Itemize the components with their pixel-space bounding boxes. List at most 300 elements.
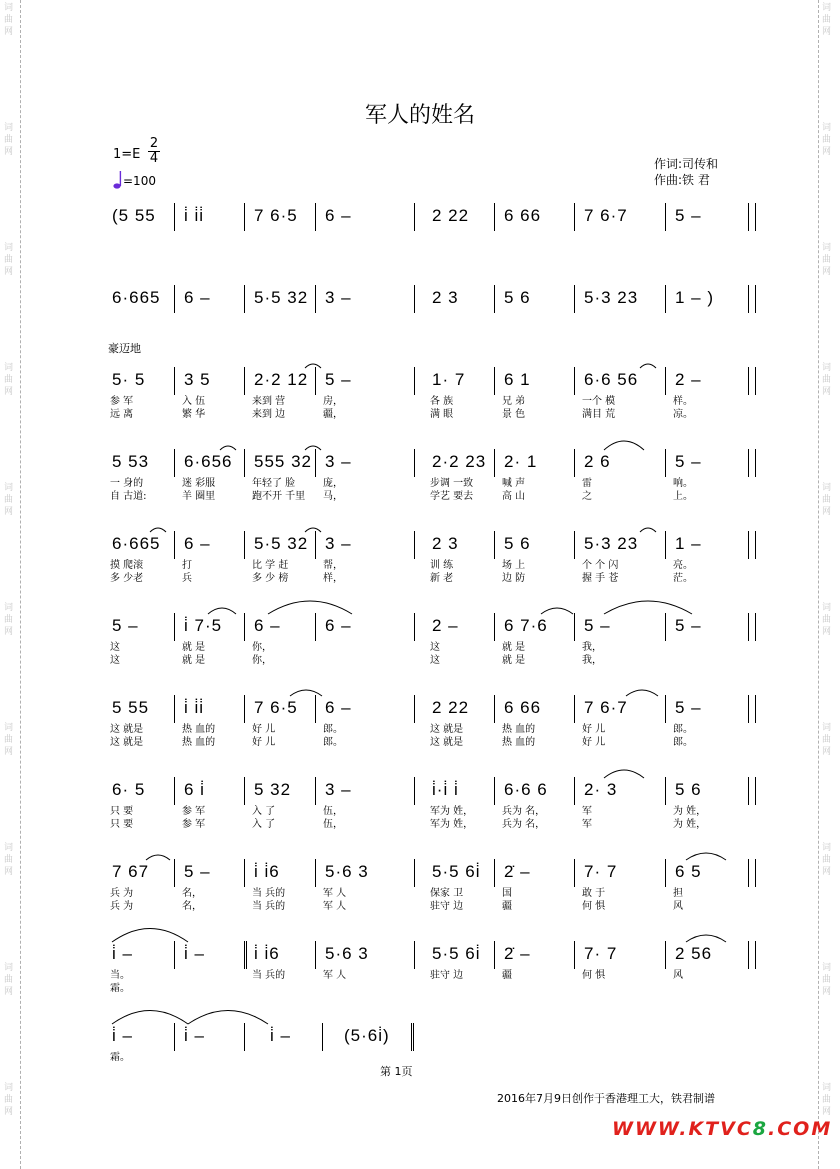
lyric-text: 入 了 — [252, 806, 276, 817]
measure-notes: i̇ i̇i̇ — [184, 206, 205, 225]
watermark-text: 词曲网 — [4, 243, 14, 277]
barline — [748, 203, 749, 231]
measure-notes: 5·5 6i̇ — [432, 944, 481, 963]
barline — [414, 285, 415, 313]
measure-notes: 5 – — [584, 616, 611, 635]
barline — [748, 777, 749, 805]
lyric-text: 敢 于 — [582, 888, 606, 899]
measure-notes: 3 – — [325, 780, 352, 799]
lyric-text: 个 个 闪 — [582, 560, 619, 571]
lyric-text: 各 族 — [430, 396, 454, 407]
measure-notes: 5·5 6i̇ — [432, 862, 481, 881]
lyric-text: 我， — [582, 655, 602, 666]
measure-notes: 1 – ) — [675, 288, 715, 307]
measure-notes: 6·665 — [112, 534, 161, 553]
lyric-text: 名， — [182, 888, 202, 899]
lyric-text: 远 离 — [110, 409, 134, 420]
lyric-text: 喊 声 — [502, 478, 526, 489]
lyric-line — [108, 641, 758, 654]
lyric-text: 何 惧 — [582, 901, 606, 912]
barline — [494, 859, 495, 887]
measure-notes: 7· 7 — [584, 862, 618, 881]
lyric-text: 摸 爬滚 — [110, 560, 144, 571]
measure-notes: 7 67 — [112, 862, 150, 881]
barline — [665, 941, 666, 969]
barline — [315, 203, 316, 231]
lyric-text: 新 老 — [430, 573, 454, 584]
lyric-text: 担 — [673, 888, 683, 899]
lyric-text: 只 要 — [110, 806, 134, 817]
measure-notes: 7 6·7 — [584, 698, 628, 717]
barline — [244, 777, 245, 805]
measure-notes: 2 22 — [432, 698, 470, 717]
barline — [174, 203, 175, 231]
measure-notes: 2 3 — [432, 534, 459, 553]
lyric-text: 风 — [673, 970, 683, 981]
watermark-text: 词曲网 — [822, 723, 832, 757]
measure-notes: 6·6 56 — [584, 370, 639, 389]
measure-notes: 5 – — [112, 616, 139, 635]
barline — [494, 695, 495, 723]
watermark-text: 词曲网 — [4, 843, 14, 877]
score-system — [108, 1021, 758, 1051]
lyric-text: 为 姓， — [673, 819, 707, 830]
lyric-text: 繁 华 — [182, 409, 206, 420]
barline — [755, 531, 756, 559]
measure-notes: 2 – — [432, 616, 459, 635]
lyric-text: 参 军 — [110, 396, 134, 407]
lyric-text: 握 手 苍 — [582, 573, 619, 584]
lyric-text: 凉。 — [673, 409, 693, 420]
barline — [315, 613, 316, 641]
measure-notes: 6 5 — [675, 862, 702, 881]
measure-notes: 5 55 — [112, 698, 150, 717]
lyric-text: 疆， — [323, 409, 343, 420]
barline — [755, 203, 756, 231]
lyric-line — [108, 572, 758, 585]
barline — [755, 613, 756, 641]
lyric-text: 军 人 — [323, 901, 347, 912]
measure-notes: 2·2 23 — [432, 452, 487, 471]
lyric-text: 霜。 — [110, 983, 130, 994]
lyric-text: 热 血的 — [182, 724, 216, 735]
measure-notes: (5 55 — [112, 206, 156, 225]
lyric-text: 就 是 — [502, 655, 526, 666]
lyric-text: 名， — [182, 901, 202, 912]
barline — [414, 859, 415, 887]
barline — [494, 285, 495, 313]
lyric-text: 这 就是 — [430, 737, 464, 748]
measure-notes: 3 5 — [184, 370, 211, 389]
measure-notes: 2 3 — [432, 288, 459, 307]
barline — [748, 531, 749, 559]
measure-notes: 6 7·6 — [504, 616, 548, 635]
lyric-text: 这 就是 — [110, 737, 144, 748]
lyric-text: 好 儿 — [252, 737, 276, 748]
lyric-text: 兄 弟 — [502, 396, 526, 407]
barline — [665, 203, 666, 231]
measure-notes: i̇ i̇6 — [254, 944, 280, 963]
lyric-text: 郎。 — [673, 724, 693, 735]
measure-notes: 6 – — [325, 698, 352, 717]
barline — [574, 367, 575, 395]
barline — [244, 367, 245, 395]
measure-notes: i̇ – — [184, 944, 205, 963]
site-logo-part-a: WWW.KTVC — [612, 1118, 753, 1140]
lyric-text: 军 — [582, 819, 592, 830]
score-system — [108, 365, 758, 395]
barline — [665, 859, 666, 887]
lyric-line — [108, 736, 758, 749]
creation-note: 2016年7月9日创作于香港理工大，铁君制谱 — [497, 1092, 715, 1105]
score-system — [108, 775, 758, 805]
measure-notes: i̇ i̇i̇ — [184, 698, 205, 717]
lyric-text: 高 山 — [502, 491, 526, 502]
lyric-text: 兵 为 — [110, 901, 134, 912]
measure-notes: 5 32 — [254, 780, 292, 799]
lyric-text: 郎。 — [323, 737, 343, 748]
lyric-text: 样， — [323, 573, 343, 584]
barline — [322, 1023, 323, 1051]
lyric-text: 霜。 — [110, 1052, 130, 1063]
lyric-text: 步调 一致 — [430, 478, 474, 489]
measure-notes: i̇ – — [112, 944, 133, 963]
measure-notes: 7 6·7 — [584, 206, 628, 225]
lyric-text: 兵 — [182, 573, 192, 584]
measure-notes: 5·3 23 — [584, 534, 639, 553]
measure-notes: 5 – — [675, 452, 702, 471]
barline — [414, 531, 415, 559]
lyric-text: 满 眼 — [430, 409, 454, 420]
lyric-text: 边 防 — [502, 573, 526, 584]
barline — [244, 695, 245, 723]
watermark-text: 词曲网 — [822, 3, 832, 37]
lyric-text: 驻守 边 — [430, 970, 464, 981]
lyric-text: 好 儿 — [582, 724, 606, 735]
measure-notes: 5 53 — [112, 452, 150, 471]
barline — [748, 367, 749, 395]
lyric-text: 好 儿 — [252, 724, 276, 735]
expression-marking: 豪迈地 — [108, 342, 141, 355]
barline — [315, 695, 316, 723]
lyric-text: 上。 — [673, 491, 693, 502]
barline — [665, 613, 666, 641]
lyric-text: 郎。 — [673, 737, 693, 748]
barline — [174, 941, 175, 969]
lyric-text: 兵 为 — [110, 888, 134, 899]
barline — [244, 941, 250, 969]
barline — [174, 777, 175, 805]
lyric-line — [108, 969, 758, 982]
barline — [748, 449, 749, 477]
barline — [414, 449, 415, 477]
measure-notes: 6 66 — [504, 698, 542, 717]
lyric-text: 当 兵的 — [252, 901, 286, 912]
measure-notes: 3 – — [325, 288, 352, 307]
barline — [244, 613, 245, 641]
lyric-text: 自 古道: — [110, 491, 147, 502]
lyric-text: 军 人 — [323, 888, 347, 899]
barline — [174, 1023, 175, 1051]
watermark-text: 词曲网 — [822, 243, 832, 277]
barline — [574, 777, 575, 805]
measure-notes: (5·6i̇) — [344, 1026, 390, 1045]
watermark-text: 词曲网 — [822, 603, 832, 637]
time-signature-bottom: 4 — [149, 151, 159, 166]
measure-notes: 6 66 — [504, 206, 542, 225]
lyric-text: 只 要 — [110, 819, 134, 830]
lyric-line — [108, 395, 758, 408]
lyric-text: 场 上 — [502, 560, 526, 571]
lyric-text: 军 人 — [323, 970, 347, 981]
lyric-text: 一个 模 — [582, 396, 616, 407]
lyric-text: 一 身的 — [110, 478, 144, 489]
lyric-text: 保家 卫 — [430, 888, 464, 899]
measure-notes: 2 56 — [675, 944, 713, 963]
barline — [755, 695, 756, 723]
lyric-text: 庞， — [323, 478, 343, 489]
lyric-text: 你， — [252, 642, 272, 653]
measure-notes: 2 22 — [432, 206, 470, 225]
barline — [244, 1023, 245, 1051]
measure-notes: 7 6·5 — [254, 698, 298, 717]
barline — [574, 449, 575, 477]
lyric-text: 满目 荒 — [582, 409, 616, 420]
barline — [748, 285, 749, 313]
lyric-text: 亮。 — [673, 560, 693, 571]
measure-notes: 1· 7 — [432, 370, 466, 389]
barline — [414, 367, 415, 395]
lyric-line — [108, 1051, 758, 1064]
barline — [414, 777, 415, 805]
measure-notes: i̇ 7·5 — [184, 616, 223, 635]
score-system — [108, 201, 758, 231]
barline — [574, 531, 575, 559]
measure-notes: 5 – — [675, 616, 702, 635]
song-title: 军人的姓名 — [364, 103, 475, 128]
lyric-text: 郎。 — [323, 724, 343, 735]
barline — [315, 941, 316, 969]
lyric-text: 马， — [323, 491, 343, 502]
watermark-text: 词曲网 — [4, 123, 14, 157]
lyric-text: 跑不开 千里 — [252, 491, 306, 502]
measure-notes: i̇ i̇6 — [254, 862, 280, 881]
measure-notes: 5·6 3 — [325, 862, 369, 881]
watermark-text: 词曲网 — [4, 603, 14, 637]
score-system — [108, 857, 758, 887]
barline — [665, 777, 666, 805]
lyric-line — [108, 982, 758, 995]
measure-notes: i̇ – — [270, 1026, 291, 1045]
score-system — [108, 611, 758, 641]
measure-notes: 2· 1 — [504, 452, 538, 471]
lyric-text: 之 — [582, 491, 592, 502]
lyric-text: 当。 — [110, 970, 130, 981]
lyric-line — [108, 559, 758, 572]
barline — [494, 531, 495, 559]
barline — [494, 449, 495, 477]
barline — [494, 941, 495, 969]
watermark-text: 词曲网 — [822, 843, 832, 877]
measure-notes: 5·3 23 — [584, 288, 639, 307]
measure-notes: i̇ – — [112, 1026, 133, 1045]
lyric-text: 房， — [323, 396, 343, 407]
score-system — [108, 939, 758, 969]
measure-notes: 2·2 12 — [254, 370, 309, 389]
watermark-text: 词曲网 — [4, 963, 14, 997]
barline — [755, 285, 756, 313]
lyricist-credit: 作词:司传和 — [654, 157, 719, 171]
barline — [494, 203, 495, 231]
measure-notes: 6·6 6 — [504, 780, 548, 799]
left-margin-line — [20, 0, 21, 1169]
barline — [174, 285, 175, 313]
lyric-text: 年轻了 脸 — [252, 478, 296, 489]
barline — [315, 859, 316, 887]
barline — [748, 941, 749, 969]
site-logo — [612, 1118, 832, 1140]
barline — [755, 941, 756, 969]
measure-notes: 3 – — [325, 452, 352, 471]
quarter-note-icon — [113, 170, 123, 190]
lyric-text: 参 军 — [182, 819, 206, 830]
measure-notes: 5 – — [184, 862, 211, 881]
measure-notes: 5 6 — [504, 534, 531, 553]
lyric-text: 这 就是 — [430, 724, 464, 735]
barline — [414, 941, 415, 969]
barline — [748, 859, 749, 887]
barline — [315, 531, 316, 559]
barline — [494, 613, 495, 641]
lyric-text: 你， — [252, 655, 272, 666]
barline — [315, 449, 316, 477]
barline — [665, 449, 666, 477]
lyric-text: 这 — [110, 642, 120, 653]
barline — [315, 777, 316, 805]
lyric-text: 学艺 要去 — [430, 491, 474, 502]
barline — [414, 613, 415, 641]
time-signature-top: 2 — [149, 136, 159, 151]
measure-notes: i̇ – — [184, 1026, 205, 1045]
barline — [244, 203, 245, 231]
measure-notes: 6·656 — [184, 452, 233, 471]
lyric-text: 这 — [430, 655, 440, 666]
lyric-text: 热 血的 — [502, 737, 536, 748]
lyric-line — [108, 805, 758, 818]
measure-notes: 6 – — [254, 616, 281, 635]
barline — [174, 859, 175, 887]
watermark-text: 词曲网 — [822, 123, 832, 157]
lyric-text: 参 军 — [182, 806, 206, 817]
lyric-text: 疆 — [502, 970, 512, 981]
barline — [315, 285, 316, 313]
score-system — [108, 283, 758, 313]
lyric-text: 军为 姓， — [430, 819, 474, 830]
page-number: 第 1页 — [380, 1065, 413, 1078]
barline — [665, 531, 666, 559]
tempo-marking — [113, 170, 156, 190]
lyric-text: 兵为 名， — [502, 806, 546, 817]
lyric-text: 军为 姓， — [430, 806, 474, 817]
barline — [414, 203, 415, 231]
barline — [174, 695, 175, 723]
barline — [174, 613, 175, 641]
measure-notes: i̇·i̇ i̇ — [432, 780, 459, 799]
right-margin-line — [818, 0, 819, 1169]
barline — [665, 695, 666, 723]
watermark-text: 词曲网 — [4, 363, 14, 397]
measure-notes: 5·5 32 — [254, 288, 309, 307]
lyric-text: 帮， — [323, 560, 343, 571]
barline — [244, 449, 245, 477]
lyric-text: 热 血的 — [182, 737, 216, 748]
measure-notes: 6 – — [325, 616, 352, 635]
measure-notes: 6·665 — [112, 288, 161, 307]
lyric-text: 我， — [582, 642, 602, 653]
lyric-line — [108, 887, 758, 900]
watermark-text: 词曲网 — [822, 363, 832, 397]
measure-notes: 6 – — [184, 534, 211, 553]
lyric-text: 多 少老 — [110, 573, 144, 584]
barline — [244, 531, 245, 559]
lyric-text: 当 兵的 — [252, 970, 286, 981]
site-logo-part-b: 8 — [752, 1118, 769, 1140]
lyric-text: 为 姓， — [673, 806, 707, 817]
lyric-text: 这 — [110, 655, 120, 666]
score-system — [108, 529, 758, 559]
lyric-line — [108, 490, 758, 503]
lyric-text: 就 是 — [182, 655, 206, 666]
barline — [315, 367, 316, 395]
barline — [755, 859, 756, 887]
barline — [574, 285, 575, 313]
tempo-value: =100 — [123, 174, 156, 188]
site-logo-part-c: .COM — [768, 1118, 833, 1140]
watermark-text: 词曲网 — [822, 483, 832, 517]
lyric-text: 就 是 — [182, 642, 206, 653]
lyric-text: 就 是 — [502, 642, 526, 653]
key-signature: 1=E — [113, 147, 141, 162]
lyric-text: 伍， — [323, 806, 343, 817]
lyric-text: 景 色 — [502, 409, 526, 420]
measure-notes: 6· 5 — [112, 780, 146, 799]
measure-notes: 6 i̇ — [184, 780, 205, 799]
measure-notes: 5·6 3 — [325, 944, 369, 963]
lyric-text: 迷 彩服 — [182, 478, 216, 489]
lyric-text: 驻守 边 — [430, 901, 464, 912]
measure-notes: 2̇ – — [504, 944, 531, 963]
barline — [174, 449, 175, 477]
lyric-line — [108, 818, 758, 831]
barline — [755, 367, 756, 395]
lyric-text: 军 — [582, 806, 592, 817]
lyric-line — [108, 408, 758, 421]
lyric-text: 国 — [502, 888, 512, 899]
barline — [174, 367, 175, 395]
watermark-text: 词曲网 — [4, 1083, 14, 1117]
measure-notes: 1 – — [675, 534, 702, 553]
barline — [411, 1023, 417, 1051]
lyric-line — [108, 900, 758, 913]
measure-notes: 7· 7 — [584, 944, 618, 963]
barline — [574, 203, 575, 231]
barline — [174, 531, 175, 559]
barline — [748, 613, 749, 641]
measure-notes: 555 32 — [254, 452, 312, 471]
lyric-line — [108, 654, 758, 667]
lyric-line — [108, 477, 758, 490]
lyric-line — [108, 723, 758, 736]
